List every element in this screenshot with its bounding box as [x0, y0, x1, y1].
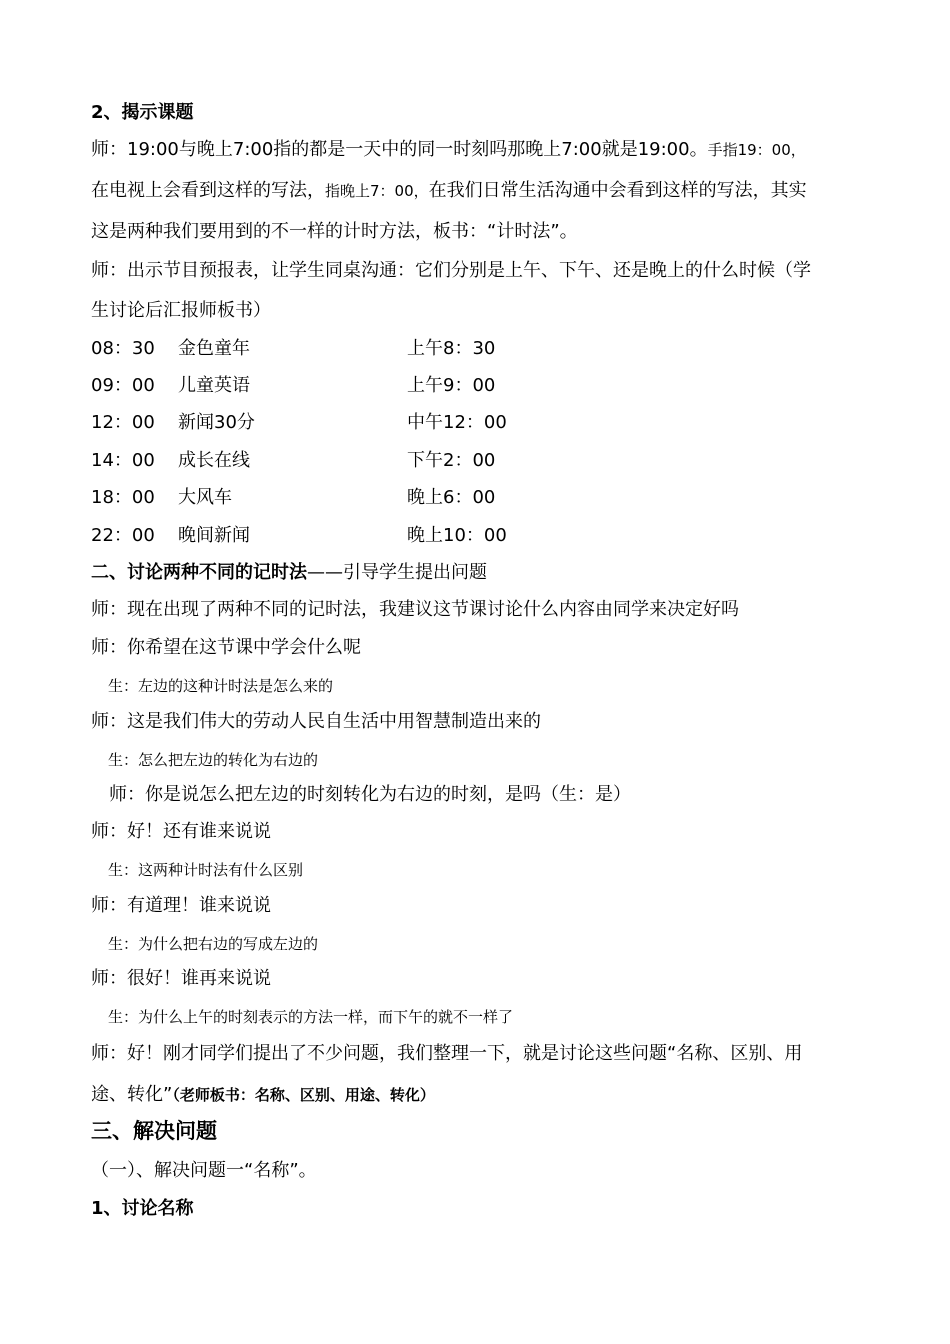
schedule-alt-time: 中午12：00 [407, 412, 507, 433]
annotation-text: 指晚上7：00， [325, 182, 429, 200]
schedule-program: 金色童年 [178, 338, 250, 359]
schedule-row [91, 337, 496, 361]
schedule-time: 22：00 [91, 525, 155, 546]
section-heading-three: 三、解决问题 [91, 1119, 217, 1143]
dialogue-line: 师：现在出现了两种不同的记时法，我建议这节课讨论什么内容由同学来决定好吗 [91, 599, 739, 620]
schedule-time: 09：00 [91, 375, 155, 396]
paragraph-line: 生讨论后汇报师板书） [91, 300, 271, 321]
student-line: 生：为什么把右边的写成左边的 [108, 935, 319, 953]
schedule-time: 12：00 [91, 412, 155, 433]
paragraph-text: 在我们日常生活沟通中会看到这样的写法，其实 [428, 180, 807, 201]
schedule-alt-time: 晚上6：00 [407, 487, 496, 508]
dialogue-line: 师：你希望在这节课中学会什么呢 [91, 637, 361, 658]
paragraph-line: 这是两种我们要用到的不一样的计时方法，板书：“计时法”。 [91, 221, 578, 242]
schedule-row [91, 449, 496, 473]
section-heading-rest: ——引导学生提出问题 [307, 562, 487, 583]
dialogue-line: 师：你是说怎么把左边的时刻转化为右边的时刻，是吗（生：是） [109, 784, 631, 805]
student-line: 生：这两种计时法有什么区别 [108, 861, 304, 879]
schedule-time: 14：00 [91, 450, 155, 471]
schedule-program: 晚间新闻 [178, 525, 250, 546]
schedule-row [91, 374, 496, 398]
paragraph-text: 师：19:00与晚上7:00指的都是一天中的同一时刻吗那晚上7:00就是19:00。 [91, 139, 708, 160]
dialogue-line: 师：这是我们伟大的劳动人民自生活中用智慧制造出来的 [91, 711, 541, 732]
schedule-program: 儿童英语 [178, 375, 250, 396]
schedule-alt-time: 晚上10：00 [407, 525, 507, 546]
section-heading-bold: 二、讨论两种不同的记时法 [91, 562, 307, 583]
board-note: （老师板书：名称、区别、用途、转化） [172, 1086, 435, 1104]
subsection-item-heading: 1、讨论名称 [91, 1198, 194, 1219]
dialogue-line: 师：好！还有谁来说说 [91, 821, 271, 842]
closing-line [91, 1083, 435, 1107]
student-line: 生：为什么上午的时刻表示的方法一样，而下午的就不一样了 [108, 1008, 514, 1026]
schedule-program: 大风车 [178, 487, 232, 508]
dialogue-line: 师：好！刚才同学们提出了不少问题，我们整理一下，就是讨论这些问题“名称、区别、用 [91, 1043, 803, 1064]
subsection-heading: （一）、解决问题一“名称”。 [91, 1160, 317, 1181]
schedule-row [91, 411, 507, 435]
section-heading-two [91, 561, 487, 585]
closing-text: 途、转化” [91, 1084, 173, 1105]
annotation-text: 手指19：00， [707, 141, 806, 159]
schedule-time: 08：30 [91, 338, 155, 359]
schedule-row [91, 524, 507, 548]
section-heading-2: 2、揭示课题 [91, 102, 194, 123]
paragraph-line [91, 138, 806, 162]
dialogue-line: 师：有道理！谁来说说 [91, 895, 271, 916]
schedule-alt-time: 上午9：00 [407, 375, 496, 396]
paragraph-line [91, 179, 807, 203]
paragraph-text: 在电视上会看到这样的写法， [91, 180, 325, 201]
student-line: 生：怎么把左边的转化为右边的 [108, 751, 319, 769]
paragraph-line: 师：出示节目预报表，让学生同桌沟通：它们分别是上午、下午、还是晚上的什么时候（学 [91, 260, 811, 281]
schedule-program: 成长在线 [178, 450, 250, 471]
schedule-time: 18：00 [91, 487, 155, 508]
dialogue-line: 师：很好！谁再来说说 [91, 968, 271, 989]
schedule-alt-time: 下午2：00 [407, 450, 496, 471]
schedule-row [91, 486, 496, 510]
schedule-alt-time: 上午8：30 [407, 338, 496, 359]
schedule-program: 新闻30分 [178, 412, 255, 433]
student-line: 生：左边的这种计时法是怎么来的 [108, 677, 334, 695]
